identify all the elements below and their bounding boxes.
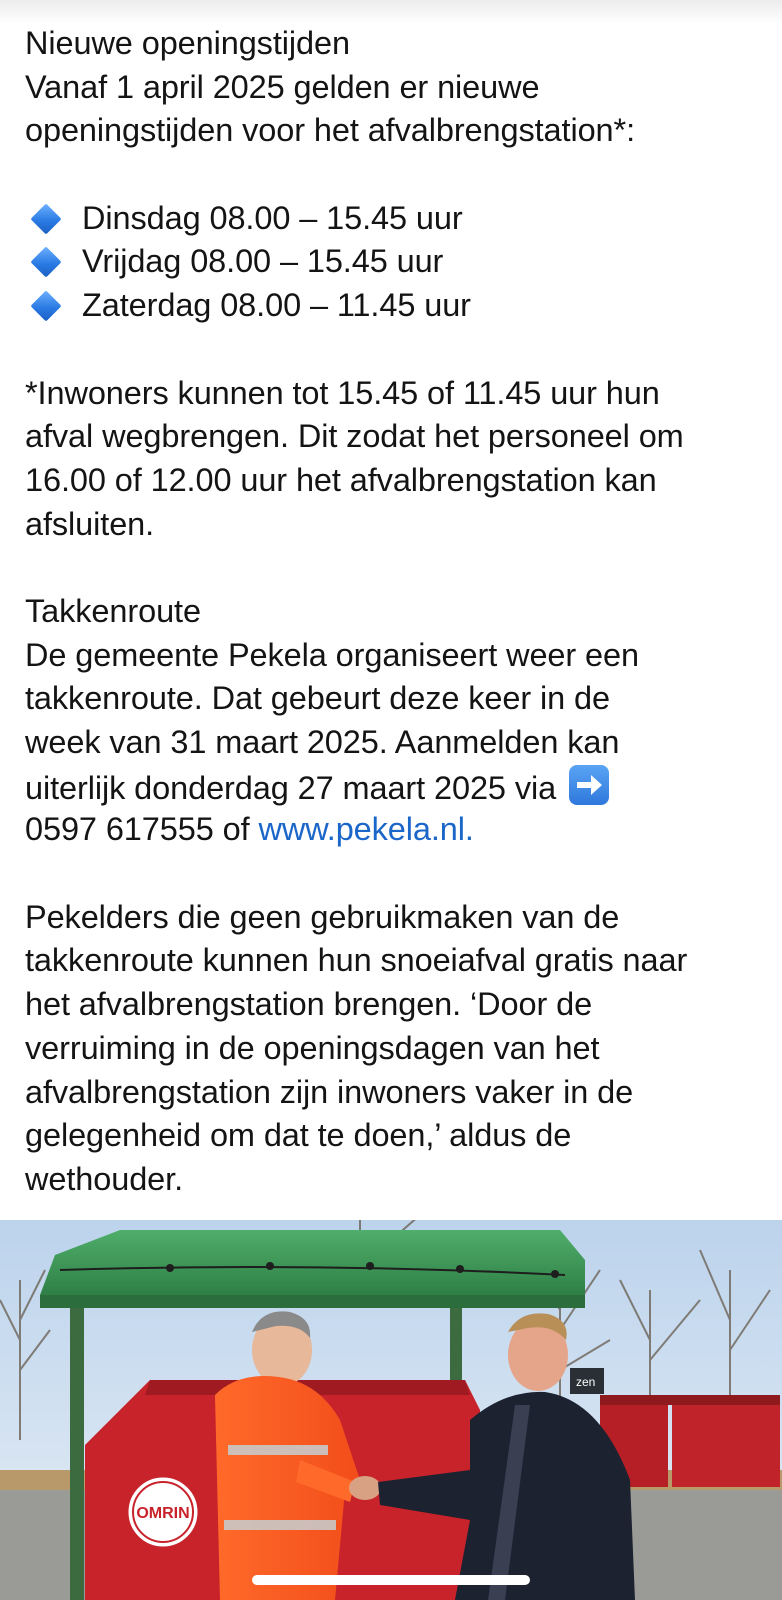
contact-line (25, 808, 765, 852)
heading-opening-hours: Nieuwe openingstijden (25, 25, 350, 61)
phone-number: 0597 617555 of (25, 811, 259, 848)
large-blue-diamond-icon (30, 203, 61, 234)
schedule-text: Zaterdag 08.00 – 11.45 uur (82, 287, 471, 324)
right-arrow-icon (569, 765, 609, 805)
heading-takkenroute: Takkenroute (25, 592, 201, 629)
closing-line: afvalbrengstation zijn inwoners vaker in de (25, 1073, 634, 1110)
photo-handshake-recycling-station (0, 1220, 782, 1600)
schedule-text: Dinsdag 08.00 – 15.45 uur (82, 199, 463, 236)
footnote-line: 16.00 of 12.00 uur het afvalbrengstation kan (25, 461, 657, 498)
intro-line-1: Vanaf 1 april 2025 gelden er nieuwe (25, 68, 540, 105)
large-blue-diamond-icon (30, 290, 61, 321)
closing-line: gelegenheid om dat te doen,’ aldus de (25, 1117, 572, 1154)
route-line: De gemeente Pekela organiseert weer een (25, 636, 639, 673)
schedule-item-tuesday (25, 197, 765, 241)
status-bar-fade (0, 0, 782, 24)
route-line-text: uiterlijk donderdag 27 maart 2025 via (25, 769, 557, 806)
home-indicator[interactable] (252, 1575, 530, 1585)
footnote-line: afsluiten. (25, 505, 155, 542)
closing-line: takkenroute kunnen hun snoeiafval gratis naar (25, 942, 688, 979)
schedule-text: Vrijdag 08.00 – 15.45 uur (82, 243, 444, 280)
intro-line-2: openingstijden voor het afvalbrengstation*: (25, 112, 636, 149)
schedule-item-friday (25, 240, 765, 284)
website-link[interactable]: www.pekela.nl. (258, 811, 474, 848)
closing-line: Pekelders die geen gebruikmaken van de (25, 898, 620, 935)
footnote-line: afval wegbrengen. Dit zodat het personeel om (25, 418, 684, 455)
sign-text: zen (576, 1375, 596, 1389)
container-logo-text: OMRIN (136, 1505, 190, 1522)
post-body (25, 22, 765, 1202)
closing-line: wethouder. (25, 1160, 184, 1197)
schedule-item-saturday (25, 284, 765, 328)
footnote-line: *Inwoners kunnen tot 15.45 of 11.45 uur hun (25, 374, 660, 411)
route-line: takkenroute. Dat gebeurt deze keer in de (25, 680, 610, 717)
route-line: week van 31 maart 2025. Aanmelden kan (25, 724, 620, 760)
closing-line: verruiming in de openingsdagen van het (25, 1029, 600, 1066)
closing-line: het afvalbrengstation brengen. ‘Door de (25, 986, 593, 1023)
large-blue-diamond-icon (30, 247, 61, 278)
post-photo[interactable] (0, 1220, 782, 1600)
route-line-with-arrow (25, 765, 765, 809)
